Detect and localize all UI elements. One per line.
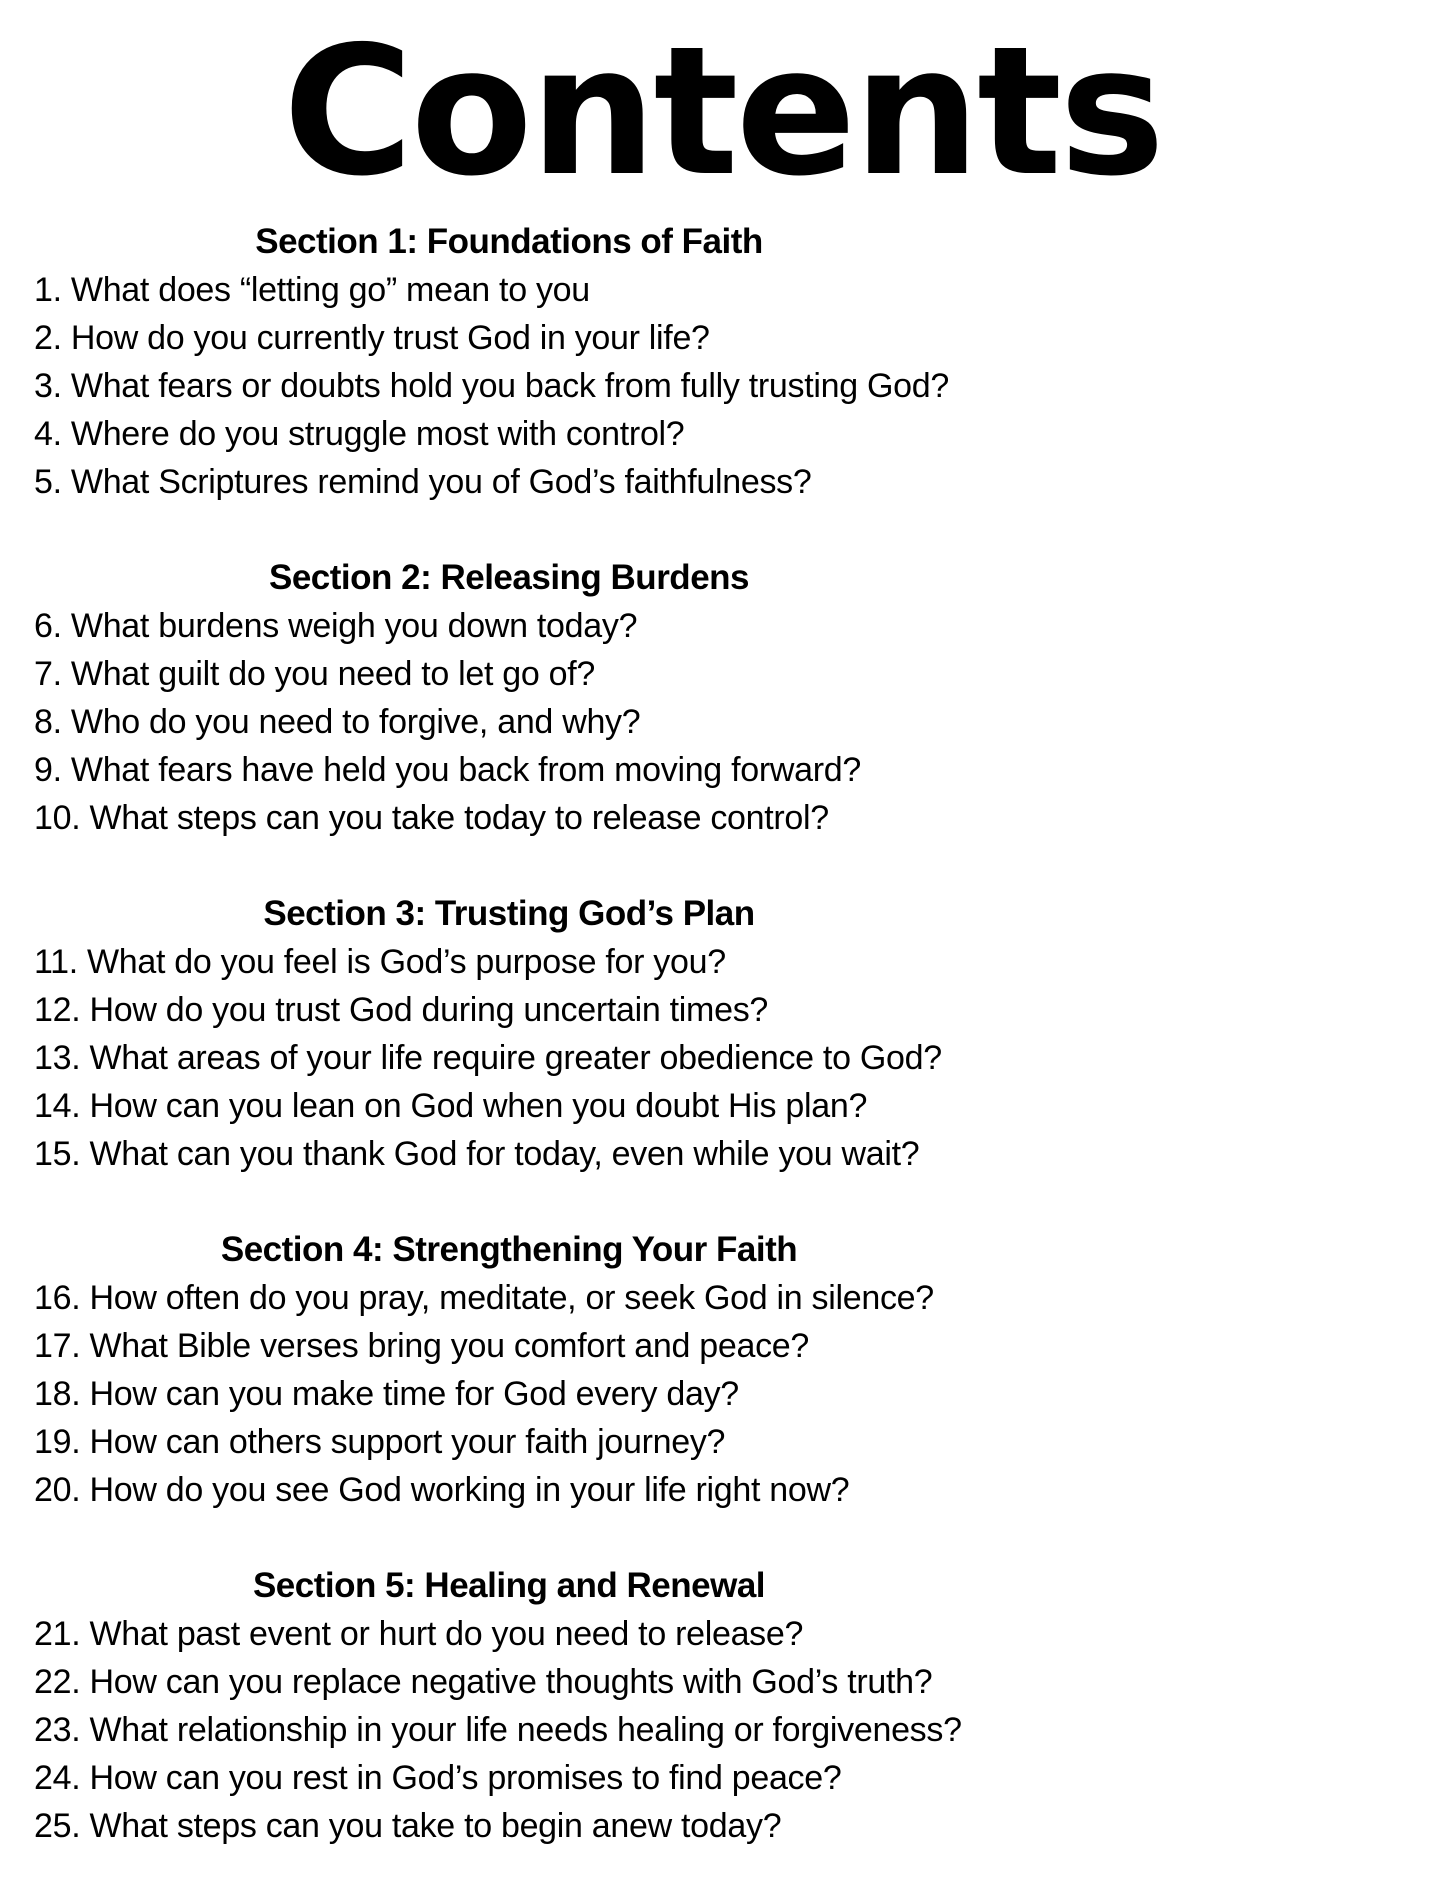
list-item: 9. What fears have held you back from moving forward? (34, 751, 861, 789)
section-4 (34, 1226, 1414, 1514)
section-3 (34, 890, 1414, 1178)
list-item: 7. What guilt do you need to let go of? (34, 655, 596, 693)
list-item: 6. What burdens weigh you down today? (34, 607, 638, 645)
list-item: 16. How often do you pray, meditate, or seek God in silence? (34, 1279, 934, 1317)
list-item: 24. How can you rest in God’s promises to find peace? (34, 1759, 842, 1797)
section-heading: Section 3: Trusting God’s Plan (263, 894, 755, 933)
section-2 (34, 554, 1414, 842)
section-heading: Section 1: Foundations of Faith (255, 222, 763, 261)
list-item: 17. What Bible verses bring you comfort and peace? (34, 1327, 809, 1365)
list-item: 14. How can you lean on God when you doubt His plan? (34, 1087, 868, 1125)
list-item: 23. What relationship in your life needs healing or forgiveness? (34, 1711, 962, 1749)
list-item: 20. How do you see God working in your life right now? (34, 1471, 850, 1509)
list-item: 22. How can you replace negative thoughts with God’s truth? (34, 1663, 933, 1701)
list-item: 1. What does “letting go” mean to you (34, 271, 590, 309)
list-item: 2. How do you currently trust God in your life? (34, 319, 710, 357)
list-item: 8. Who do you need to forgive, and why? (34, 703, 641, 741)
list-item: 10. What steps can you take today to release control? (34, 799, 829, 837)
page-title: Contents (282, 8, 1163, 215)
section-heading: Section 2: Releasing Burdens (268, 558, 750, 597)
list-item: 4. Where do you struggle most with control? (34, 415, 685, 453)
list-item: 19. How can others support your faith journey? (34, 1423, 726, 1461)
section-heading: Section 5: Healing and Renewal (252, 1566, 766, 1605)
list-item: 12. How do you trust God during uncertain times? (34, 991, 768, 1029)
section-heading: Section 4: Strengthening Your Faith (220, 1230, 798, 1269)
list-item: 3. What fears or doubts hold you back from fully trusting God? (34, 367, 949, 405)
list-item: 21. What past event or hurt do you need to release? (34, 1615, 804, 1653)
section-5 (34, 1562, 1414, 1850)
list-item: 15. What can you thank God for today, even while you wait? (34, 1135, 920, 1173)
list-item: 13. What areas of your life require greater obedience to God? (34, 1039, 942, 1077)
section-1 (34, 218, 1414, 506)
list-item: 25. What steps can you take to begin anew today? (34, 1807, 782, 1845)
sections-list (34, 218, 1414, 1898)
list-item: 5. What Scriptures remind you of God’s faithfulness? (34, 463, 812, 501)
list-item: 18. How can you make time for God every day? (34, 1375, 739, 1413)
list-item: 11. What do you feel is God’s purpose for you? (34, 943, 726, 981)
